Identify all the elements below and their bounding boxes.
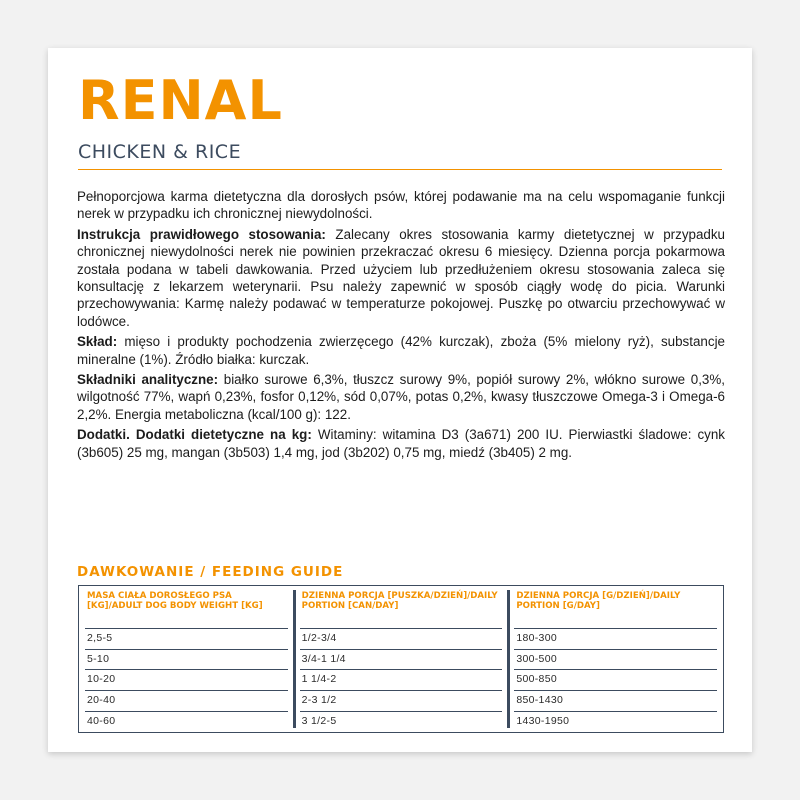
feeding-guide-title: DAWKOWANIE / FEEDING GUIDE xyxy=(77,564,344,580)
table-cell: 5-10 xyxy=(85,649,288,670)
table-cell: 850-1430 xyxy=(514,690,717,711)
table-cell: 10-20 xyxy=(85,669,288,690)
usage-label: Instrukcja prawidłowego stosowania: xyxy=(77,226,326,242)
column-grams-per-day xyxy=(508,586,723,732)
usage-paragraph xyxy=(77,226,725,330)
table-cell: 1 1/4-2 xyxy=(300,669,503,690)
table-cell: 20-40 xyxy=(85,690,288,711)
intro-paragraph: Pełnoporcjowa karma dietetyczna dla dorosłych psów, której podawanie ma na celu wspomaganie funkcji nerek w przypadku ich chronicznej niewydolności. xyxy=(77,189,725,222)
additives-text: Witaminy: witamina D3 (3a671) 200 IU. Pierwiastki śladowe: cynk (3b605) 25 mg, mangan (3b503) 1,4 mg, jod (3b202) 0,75 mg, miedź (3b405) 2 mg. xyxy=(77,427,725,460)
additives-paragraph xyxy=(77,426,725,461)
additives-label: Dodatki. Dodatki dietetyczne na kg: xyxy=(77,427,312,443)
table-cell: 2,5-5 xyxy=(85,628,288,649)
column-cans-per-day xyxy=(294,586,509,732)
table-cell: 180-300 xyxy=(514,628,717,649)
table-cell: 300-500 xyxy=(514,649,717,670)
product-title: RENAL xyxy=(78,69,283,132)
analytical-text: białko surowe 6,3%, tłuszcz surowy 9%, popiół surowy 2%, włókno surowe 0,3%, wilgotność 77%, wapń 0,23%, fosfor 0,12%, sód 0,07%, potas 0,2%, kwasy tłuszczowe Omega-3 i Omega-6 2,2%. Energia metaboliczna (kcal/100 g): 122. xyxy=(77,372,725,422)
product-description xyxy=(77,188,725,464)
table-cell: 3/4-1 1/4 xyxy=(300,649,503,670)
table-cell: 2-3 1/2 xyxy=(300,690,503,711)
column-body-weight xyxy=(79,586,294,732)
header-divider xyxy=(78,169,722,170)
analytical-paragraph xyxy=(77,371,725,423)
table-cell: 500-850 xyxy=(514,669,717,690)
table-cell: 3 1/2-5 xyxy=(300,711,503,732)
product-subtitle: CHICKEN & RICE xyxy=(78,141,242,163)
composition-paragraph xyxy=(77,333,725,368)
table-cell: 1/2-3/4 xyxy=(300,628,503,649)
column-header: DZIENNA PORCJA [PUSZKA/DZIEŃ]/DAILY PORTION [CAN/DAY] xyxy=(301,591,498,611)
column-header: MASA CIAŁA DOROSŁEGO PSA [KG]/ADULT DOG BODY WEIGHT [KG] xyxy=(87,591,263,611)
composition-label: Skład: xyxy=(77,334,118,350)
table-cell: 40-60 xyxy=(85,711,288,732)
table-cell: 1430-1950 xyxy=(514,711,717,732)
feeding-guide-table xyxy=(78,585,724,733)
analytical-label: Składniki analityczne: xyxy=(77,372,219,388)
composition-text: mięso i produkty pochodzenia zwierzęcego (42% kurczak), zboża (5% mielony ryż), substancje mineralne (1%). Źródło białka: kurczak. xyxy=(77,334,725,367)
column-header: DZIENNA PORCJA [G/DZIEŃ]/DAILY PORTION [G/DAY] xyxy=(516,591,681,611)
usage-text: Zalecany okres stosowania karmy dietetycznej w przypadku chronicznej niewydolności nerek nie powinien przekraczać okresu 6 miesięcy. Dzienna porcja pokarmowa została podana w tabeli dawkowania. Przed użyciem lub przedłużeniem okresu stosowania zaleca się konsultację z lekarzem weterynarii. Psu należy zapewnić w sposób ciągły wodę do picia. Warunki przechowywania: Karmę należy podawać w temperaturze pokojowej. Puszkę po otwarciu przechowywać w lodówce. xyxy=(77,226,726,329)
product-label-card xyxy=(48,48,752,752)
